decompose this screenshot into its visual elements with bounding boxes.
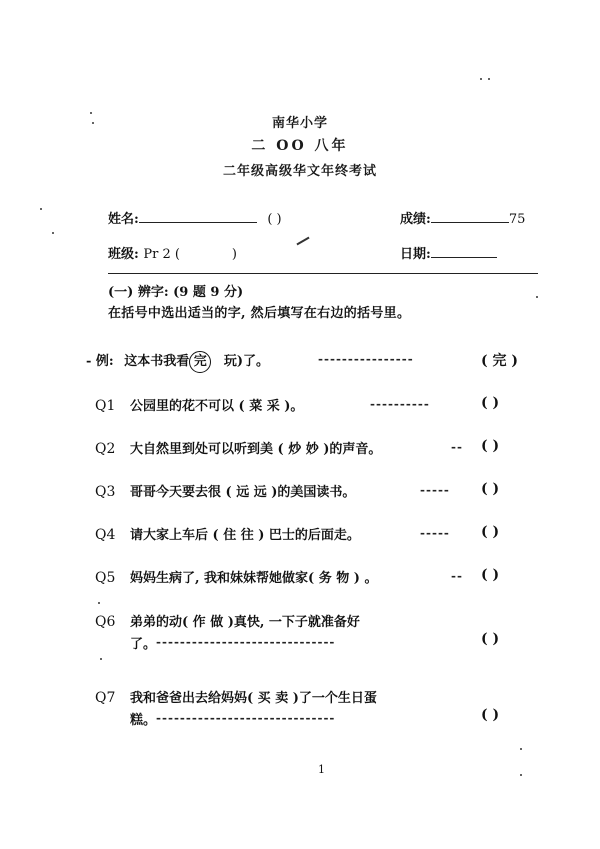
page-number: 1 (318, 763, 325, 776)
question-item (95, 438, 381, 457)
example-label: 例: (95, 354, 114, 369)
scan-speck (488, 78, 490, 80)
class-field (108, 243, 237, 262)
question-text: 大自然里到处可以听到美 ( 炒 妙 )的声音。 (130, 442, 382, 457)
score-label: 成绩: (400, 212, 431, 227)
question-number: Q7 (95, 690, 116, 706)
class-paren-close: ) (231, 247, 237, 262)
question-number: Q4 (95, 527, 116, 543)
class-value: Pr 2 ( (143, 247, 180, 262)
score-field (400, 208, 525, 227)
question-text: 我和爸爸出去给妈妈( 买 卖 )了一个生日蛋 (130, 691, 377, 706)
question-dashes: ----- (420, 483, 450, 497)
name-field (108, 208, 282, 227)
school-name: 南华小学 (271, 116, 328, 131)
example-answer: ( 完 ) (481, 353, 518, 369)
section-instruction: 在括号中选出适当的字, 然后填写在右边的括号里。 (108, 306, 411, 321)
score-value: 75 (508, 212, 526, 227)
answer-blank[interactable]: ( ) (481, 395, 500, 411)
scan-speck (90, 112, 92, 114)
question-item (95, 611, 360, 630)
name-blank[interactable] (139, 210, 257, 223)
scan-speck (520, 774, 522, 776)
date-field (400, 243, 497, 262)
example-dashes: ---------------- (318, 352, 414, 366)
question-number: Q3 (95, 484, 116, 500)
example-bullet: - (86, 354, 96, 369)
question-item (95, 524, 360, 543)
question-text: 弟弟的动( 作 做 )真快, 一下子就准备好 (130, 615, 360, 630)
name-paren: ( ) (267, 212, 282, 227)
name-label: 姓名: (108, 212, 139, 227)
question-text: 哥哥今天要去很 ( 远 远 )的美国读书。 (130, 485, 356, 500)
question-number: Q5 (95, 570, 116, 586)
question-item (95, 567, 377, 586)
scan-speck (536, 296, 538, 298)
scan-speck (480, 78, 482, 80)
answer-blank[interactable]: ( ) (481, 631, 500, 647)
question-text: 妈妈生病了, 我和妹妹帮她做家( 务 物 ) 。 (130, 571, 378, 586)
score-blank[interactable] (431, 210, 509, 223)
question-dashes: -- (451, 440, 463, 454)
question-number: Q6 (95, 614, 116, 630)
question-item (95, 687, 377, 706)
question-dashes: -- (451, 569, 463, 583)
scan-speck (100, 658, 102, 660)
pen-mark (296, 237, 309, 246)
answer-blank[interactable]: ( ) (481, 438, 500, 454)
question-item (95, 481, 355, 500)
answer-blank[interactable]: ( ) (481, 524, 500, 540)
question-dashes: ------------------------------ (156, 711, 336, 725)
question-number: Q1 (95, 398, 116, 414)
question-dashes: ---------- (370, 397, 430, 411)
answer-blank[interactable]: ( ) (481, 707, 500, 723)
answer-blank[interactable]: ( ) (481, 567, 500, 583)
class-label: 班级: (108, 247, 139, 262)
scan-speck (52, 232, 54, 234)
date-blank[interactable] (431, 245, 497, 258)
question-dashes: ----- (420, 526, 450, 540)
question-text-continued: 糕。 (130, 713, 157, 728)
exam-year: 二 OO 八年 (251, 138, 349, 154)
scan-speck (40, 208, 42, 210)
question-number: Q2 (95, 441, 116, 457)
example-circled-answer: 完 (189, 351, 211, 373)
question-text: 请大家上车后 ( 住 往 ) 巴士的后面走。 (130, 528, 360, 543)
exam-title: 二年级高级华文年终考试 (222, 164, 377, 179)
scan-speck (92, 122, 94, 124)
question-text: 公园里的花不可以 ( 菜 采 )。 (130, 399, 304, 414)
answer-blank[interactable]: ( ) (481, 481, 500, 497)
example-item (86, 350, 269, 373)
question-item (95, 395, 303, 414)
scan-speck (520, 748, 522, 750)
question-text-continued: 了。 (130, 637, 157, 652)
question-dashes: ------------------------------ (156, 635, 336, 649)
header-divider (108, 273, 538, 274)
example-text-after: 玩)了。 (223, 354, 269, 369)
scan-speck (98, 602, 100, 604)
section-title: (一) 辨字: (9 题 9 分) (108, 285, 244, 300)
date-label: 日期: (400, 247, 431, 262)
example-text-before: 这本书我看 (124, 354, 190, 369)
